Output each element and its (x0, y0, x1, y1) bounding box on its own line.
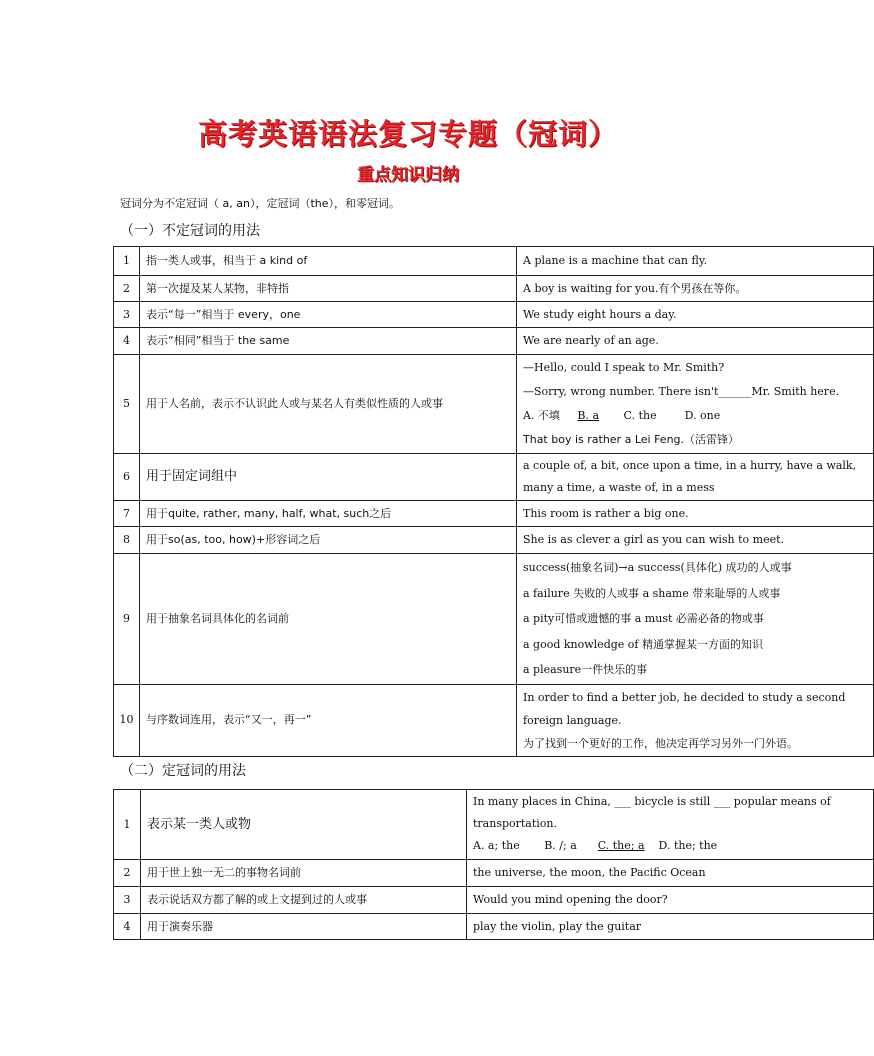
table-row (114, 247, 874, 276)
example-line: a failure 失败的人或事 a shame 带来耻辱的人或事 (523, 586, 781, 600)
example-cell (517, 684, 874, 756)
table-row (114, 860, 874, 887)
example-cell: A plane is a machine that can fly. (517, 247, 874, 276)
option-c: C. the (623, 409, 657, 422)
example-line: That boy is rather a Lei Feng.（活雷锋） (523, 433, 740, 446)
example-line: a couple of, a bit, once upon a time, in a hurry, have a walk, (523, 459, 857, 472)
table-row (114, 328, 874, 355)
definite-article-table-wrap (113, 789, 831, 940)
example-cell: A boy is waiting for you.有个男孩在等你。 (517, 276, 874, 302)
answer-options (473, 835, 867, 857)
usage-cell: 用于世上独一无二的事物名词前 (141, 860, 467, 887)
indefinite-article-table (113, 246, 874, 757)
page-title: 高考英语语法复习专题（冠词） (197, 117, 618, 151)
answer-options (523, 404, 867, 428)
example-cell (517, 554, 874, 685)
example-cell (467, 790, 874, 860)
usage-cell: 表示“每一”相当于 every，one (140, 302, 517, 328)
row-number: 4 (114, 328, 140, 355)
usage-cell: 表示“相同”相当于 the same (140, 328, 517, 355)
example-line: In many places in China, ___ bicycle is still ___ popular means of (473, 795, 831, 808)
option-b: B. /; a (544, 839, 577, 852)
usage-cell: 用于演奏乐器 (141, 914, 467, 940)
usage-cell: 用于固定词组中 (140, 454, 517, 501)
example-cell (517, 454, 874, 501)
usage-cell: 第一次提及某人某物，非特指 (140, 276, 517, 302)
row-number: 2 (114, 860, 141, 887)
example-cell: play the violin, play the guitar (467, 914, 874, 940)
row-number: 1 (114, 247, 140, 276)
row-number: 3 (114, 887, 141, 914)
usage-cell: 表示说话双方都了解的或上文提到过的人或事 (141, 887, 467, 914)
example-line: In order to find a better job, he decided to study a second (523, 690, 846, 704)
table-row (114, 501, 874, 527)
section1-heading: （一）不定冠词的用法 (120, 223, 260, 239)
example-line: transportation. (473, 817, 558, 830)
usage-cell: 表示某一类人或物 (141, 790, 467, 860)
example-line: —Hello, could I speak to Mr. Smith? (523, 361, 725, 374)
option-b: B. a (577, 409, 600, 422)
usage-cell: 指一类人或事，相当于 a kind of (140, 247, 517, 276)
page-subtitle: 重点知识归纳 (357, 165, 459, 185)
row-number: 6 (114, 454, 140, 501)
indefinite-article-table-wrap (113, 246, 857, 757)
example-cell: We are nearly of an age. (517, 328, 874, 355)
option-d: D. one (684, 409, 721, 422)
usage-cell: 与序数词连用，表示“又一，再一” (140, 684, 517, 756)
table-row (114, 355, 874, 454)
option-a: A. a; the (473, 839, 520, 852)
row-number: 9 (114, 554, 140, 685)
table-row (114, 454, 874, 501)
table-row (114, 276, 874, 302)
intro-text: 冠词分为不定冠词（ a, an），定冠词（the），和零冠词。 (120, 197, 400, 210)
row-number: 4 (114, 914, 141, 940)
example-line: success(抽象名词)→a success(具体化) 成功的人或事 (523, 561, 792, 574)
row-number: 5 (114, 355, 140, 454)
table-row (114, 887, 874, 914)
usage-cell: 用于quite, rather, many, half, what, such之后 (140, 501, 517, 527)
example-cell: This room is rather a big one. (517, 501, 874, 527)
table-row (114, 790, 874, 860)
example-cell: the universe, the moon, the Pacific Ocean (467, 860, 874, 887)
example-line: —Sorry, wrong number. There isn't______Mr. Smith here. (523, 385, 840, 398)
row-number: 10 (114, 684, 140, 756)
table-row (114, 914, 874, 940)
option-d: D. the; the (658, 839, 718, 852)
row-number: 8 (114, 527, 140, 554)
table-row (114, 554, 874, 685)
usage-cell: 用于人名前，表示不认识此人或与某名人有类似性质的人或事 (140, 355, 517, 454)
example-line: a good knowledge of 精通掌握某一方面的知识 (523, 637, 763, 651)
option-c: C. the; a (597, 839, 645, 852)
usage-cell: 用于so(as, too, how)+形容词之后 (140, 527, 517, 554)
row-number: 3 (114, 302, 140, 328)
example-line: many a time, a waste of, in a mess (523, 481, 715, 494)
table-row (114, 302, 874, 328)
table-row (114, 527, 874, 554)
usage-cell: 用于抽象名词具体化的名词前 (140, 554, 517, 685)
definite-article-table (113, 789, 874, 940)
example-cell: Would you mind opening the door? (467, 887, 874, 914)
option-a: A. 不填 (523, 409, 560, 422)
row-number: 7 (114, 501, 140, 527)
example-cell: She is as clever a girl as you can wish to meet. (517, 527, 874, 554)
row-number: 2 (114, 276, 140, 302)
example-line: foreign language. (523, 713, 622, 727)
table-row (114, 684, 874, 756)
example-cell: We study eight hours a day. (517, 302, 874, 328)
section2-heading: （二）定冠词的用法 (120, 763, 246, 779)
example-line: a pleasure一件快乐的事 (523, 663, 648, 676)
example-line: 为了找到一个更好的工作，他决定再学习另外一门外语。 (523, 736, 798, 750)
example-cell (517, 355, 874, 454)
example-line: a pity可惜或遗憾的事 a must 必需必备的物或事 (523, 612, 764, 625)
row-number: 1 (114, 790, 141, 860)
